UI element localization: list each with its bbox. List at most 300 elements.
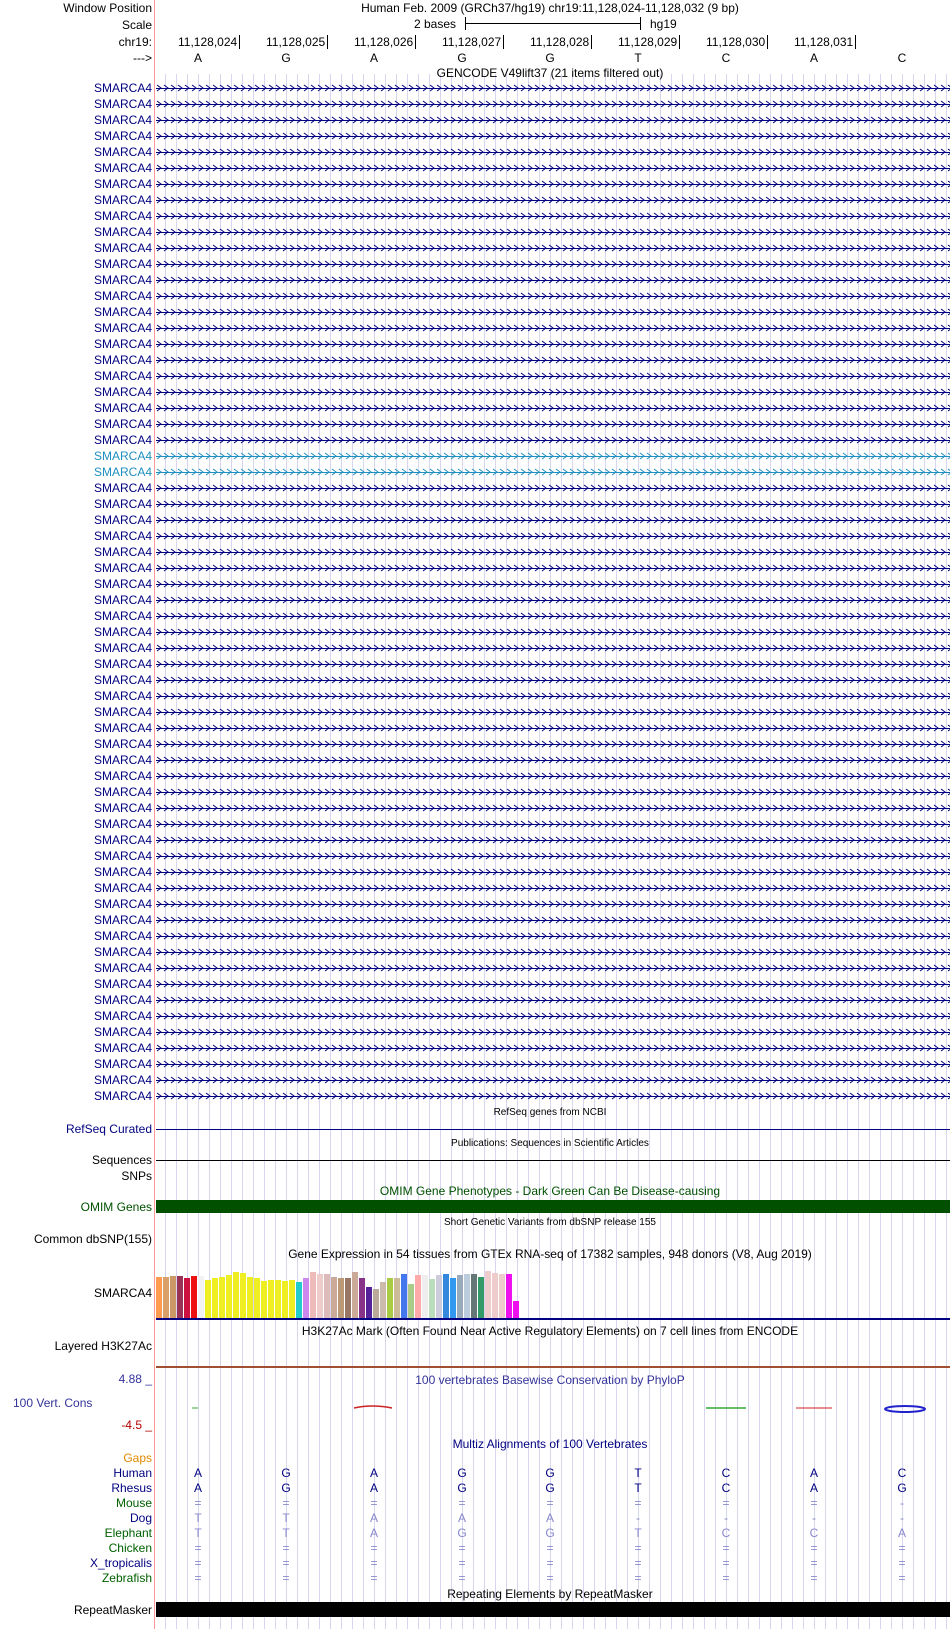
multiz-aligned-base: = xyxy=(634,1556,642,1570)
phylop-signal[interactable] xyxy=(156,1400,950,1420)
gencode-transcript[interactable] xyxy=(156,82,950,94)
gtex-tissue-bar[interactable] xyxy=(513,1301,519,1318)
gencode-transcript[interactable] xyxy=(156,994,950,1006)
gtex-tissue-bar[interactable] xyxy=(310,1272,316,1318)
gencode-gene-label[interactable]: SMARCA4 xyxy=(93,177,152,191)
multiz-aligned-base: = xyxy=(282,1496,290,1510)
gencode-transcript[interactable] xyxy=(156,370,950,382)
gencode-transcript[interactable] xyxy=(156,578,950,590)
gencode-transcript[interactable] xyxy=(156,882,950,894)
gencode-gene-label[interactable]: SMARCA4 xyxy=(93,273,152,287)
gencode-gene-label[interactable]: SMARCA4 xyxy=(93,225,152,239)
omim-track-label[interactable]: OMIM Genes xyxy=(80,1200,152,1214)
multiz-aligned-base: = xyxy=(810,1541,818,1555)
multiz-aligned-base: = xyxy=(194,1496,202,1510)
multiz-aligned-base: - xyxy=(636,1511,640,1525)
coordinate-tick-label: 11,128,025 xyxy=(266,35,328,49)
multiz-aligned-base: A xyxy=(369,1526,378,1540)
gencode-transcript[interactable] xyxy=(156,930,950,942)
gencode-gene-label[interactable]: SMARCA4 xyxy=(93,609,152,623)
gtex-tissue-bar[interactable] xyxy=(254,1278,260,1318)
gencode-gene-label[interactable]: SMARCA4 xyxy=(93,1025,152,1039)
gtex-tissue-bar[interactable] xyxy=(352,1272,358,1318)
gencode-transcript[interactable] xyxy=(156,386,950,398)
gtex-tissue-bar[interactable] xyxy=(289,1280,295,1318)
gencode-transcript[interactable] xyxy=(156,626,950,638)
gencode-transcript[interactable] xyxy=(156,1042,950,1054)
gencode-gene-label[interactable]: SMARCA4 xyxy=(93,673,152,687)
gencode-transcript[interactable] xyxy=(156,962,950,974)
phylop-max-label: 4.88 _ xyxy=(118,1372,152,1386)
multiz-aligned-base: = xyxy=(458,1571,466,1585)
multiz-aligned-base: C xyxy=(721,1526,731,1540)
gencode-gene-label[interactable]: SMARCA4 xyxy=(93,945,152,959)
gencode-transcript[interactable] xyxy=(156,258,950,270)
gtex-tissue-bar[interactable] xyxy=(226,1275,232,1318)
gtex-tissue-bar[interactable] xyxy=(163,1277,169,1318)
gencode-gene-label[interactable]: SMARCA4 xyxy=(93,161,152,175)
gencode-transcript[interactable] xyxy=(156,546,950,558)
gencode-gene-label[interactable]: SMARCA4 xyxy=(93,881,152,895)
gencode-gene-label[interactable]: SMARCA4 xyxy=(93,417,152,431)
gencode-transcript[interactable] xyxy=(156,834,950,846)
gencode-gene-label[interactable]: SMARCA4 xyxy=(93,545,152,559)
gencode-gene-label[interactable]: SMARCA4 xyxy=(93,481,152,495)
multiz-aligned-base: = xyxy=(282,1556,290,1570)
gencode-transcript[interactable] xyxy=(156,130,950,142)
gencode-gene-label[interactable]: SMARCA4 xyxy=(93,241,152,255)
gencode-track-title: GENCODE V49lift37 (21 items filtered out) xyxy=(436,66,664,80)
gencode-gene-label[interactable]: SMARCA4 xyxy=(93,993,152,1007)
gtex-tissue-bar[interactable] xyxy=(177,1276,183,1318)
gencode-transcript[interactable] xyxy=(156,194,950,206)
gtex-tissue-bar[interactable] xyxy=(359,1278,365,1318)
gtex-tissue-bar[interactable] xyxy=(506,1274,512,1318)
multiz-aligned-base: T xyxy=(634,1481,642,1495)
gtex-tissue-bar[interactable] xyxy=(422,1275,428,1318)
gencode-gene-label[interactable]: SMARCA4 xyxy=(93,465,152,479)
gtex-track-title: Gene Expression in 54 tissues from GTEx RNA-seq of 17382 samples, 948 donors (V8, Aug 2019) xyxy=(288,1247,812,1261)
gencode-transcript[interactable] xyxy=(156,946,950,958)
gencode-gene-label[interactable]: SMARCA4 xyxy=(93,625,152,639)
multiz-aligned-base: G xyxy=(545,1466,555,1480)
coordinate-tick-label: 11,128,030 xyxy=(706,35,768,49)
multiz-aligned-base: = xyxy=(898,1541,906,1555)
phylop-mark-5 xyxy=(885,1406,925,1412)
coordinate-tick-label: 11,128,027 xyxy=(442,35,504,49)
multiz-aligned-base: T xyxy=(194,1526,202,1540)
gencode-gene-label[interactable]: SMARCA4 xyxy=(93,289,152,303)
gencode-gene-label[interactable]: SMARCA4 xyxy=(93,721,152,735)
multiz-aligned-base: = xyxy=(810,1496,818,1510)
scale-label: Scale xyxy=(121,18,152,32)
gencode-transcript[interactable] xyxy=(156,466,950,478)
h3k27ac-track-title: H3K27Ac Mark (Often Found Near Active Regulatory Elements) on 7 cell lines from ENCODE xyxy=(301,1324,799,1338)
refseq-gene-line[interactable] xyxy=(156,1129,950,1130)
gencode-gene-label[interactable]: SMARCA4 xyxy=(93,641,152,655)
multiz-aligned-base: = xyxy=(458,1556,466,1570)
multiz-aligned-base: = xyxy=(634,1541,642,1555)
gtex-tissue-bar[interactable] xyxy=(443,1274,449,1318)
gencode-gene-label[interactable]: SMARCA4 xyxy=(93,785,152,799)
h3k27ac-signal-line xyxy=(156,1366,950,1368)
gtex-tissue-bar[interactable] xyxy=(450,1278,456,1318)
multiz-aligned-base: = xyxy=(194,1541,202,1555)
gencode-gene-label[interactable]: SMARCA4 xyxy=(93,897,152,911)
multiz-aligned-base: = xyxy=(634,1571,642,1585)
multiz-gaps-label[interactable]: Gaps xyxy=(123,1451,152,1465)
gtex-tissue-bar[interactable] xyxy=(324,1274,330,1318)
gencode-gene-label[interactable]: SMARCA4 xyxy=(93,961,152,975)
gencode-transcript[interactable] xyxy=(156,610,950,622)
multiz-aligned-base: = xyxy=(370,1556,378,1570)
gencode-gene-label[interactable]: SMARCA4 xyxy=(93,97,152,111)
phylop-track-title: 100 vertebrates Basewise Conservation by PhyloP xyxy=(415,1373,685,1387)
gencode-gene-label[interactable]: SMARCA4 xyxy=(93,1089,152,1103)
phylop-min-label: -4.5 _ xyxy=(121,1418,152,1432)
gencode-gene-label[interactable]: SMARCA4 xyxy=(93,1009,152,1023)
gtex-tissue-bar[interactable] xyxy=(212,1278,218,1318)
gencode-transcript[interactable] xyxy=(156,898,950,910)
gtex-tissue-bar[interactable] xyxy=(191,1276,197,1318)
gencode-transcript[interactable] xyxy=(156,162,950,174)
gencode-transcript[interactable] xyxy=(156,98,950,110)
phylop-track-label[interactable]: 100 Vert. Cons xyxy=(13,1396,93,1410)
base-letter: G xyxy=(545,51,555,65)
gencode-transcript[interactable] xyxy=(156,178,950,190)
repeatmasker-bar[interactable] xyxy=(156,1602,950,1617)
dbsnp-track-label[interactable]: Common dbSNP(155) xyxy=(33,1232,152,1246)
gencode-transcript[interactable] xyxy=(156,978,950,990)
gtex-tissue-bar[interactable] xyxy=(492,1273,498,1318)
gencode-gene-label[interactable]: SMARCA4 xyxy=(93,449,152,463)
multiz-species-label[interactable]: Elephant xyxy=(104,1526,152,1540)
gencode-transcript[interactable] xyxy=(156,562,950,574)
gencode-transcript[interactable] xyxy=(156,754,950,766)
multiz-aligned-base: = xyxy=(370,1541,378,1555)
multiz-species-label[interactable]: Mouse xyxy=(115,1496,152,1510)
multiz-aligned-base: G xyxy=(545,1481,555,1495)
gencode-gene-label[interactable]: SMARCA4 xyxy=(93,913,152,927)
gencode-transcript[interactable] xyxy=(156,818,950,830)
gencode-gene-label[interactable]: SMARCA4 xyxy=(93,1041,152,1055)
gencode-gene-label[interactable]: SMARCA4 xyxy=(93,369,152,383)
multiz-aligned-base: = xyxy=(194,1556,202,1570)
gtex-tissue-bar[interactable] xyxy=(394,1278,400,1318)
gencode-transcript[interactable] xyxy=(156,1010,950,1022)
gtex-tissue-bar[interactable] xyxy=(205,1280,211,1318)
gencode-transcript[interactable] xyxy=(156,642,950,654)
gencode-gene-label[interactable]: SMARCA4 xyxy=(93,81,152,95)
gencode-transcript[interactable] xyxy=(156,738,950,750)
gencode-transcript[interactable] xyxy=(156,674,950,686)
gencode-transcript[interactable] xyxy=(156,114,950,126)
multiz-aligned-base: C xyxy=(721,1466,731,1480)
multiz-aligned-base: T xyxy=(194,1511,202,1525)
multiz-species-label[interactable]: Dog xyxy=(129,1511,152,1525)
gencode-gene-label[interactable]: SMARCA4 xyxy=(93,1057,152,1071)
gtex-tissue-bar[interactable] xyxy=(275,1280,281,1318)
gencode-transcript[interactable] xyxy=(156,850,950,862)
gtex-tissue-bar[interactable] xyxy=(261,1281,267,1318)
gtex-tissue-bar[interactable] xyxy=(436,1275,442,1318)
multiz-aligned-base: = xyxy=(458,1541,466,1555)
gencode-gene-label[interactable]: SMARCA4 xyxy=(93,801,152,815)
multiz-aligned-base: = xyxy=(282,1571,290,1585)
coordinate-tick-label: 11,128,028 xyxy=(530,35,592,49)
gencode-transcript[interactable] xyxy=(156,354,950,366)
gtex-tissue-bar[interactable] xyxy=(156,1277,162,1318)
multiz-aligned-base: C xyxy=(721,1481,731,1495)
gencode-transcript[interactable] xyxy=(156,594,950,606)
multiz-aligned-base: = xyxy=(546,1571,554,1585)
gtex-tissue-bar[interactable] xyxy=(240,1273,246,1318)
gencode-gene-label[interactable]: SMARCA4 xyxy=(93,865,152,879)
gencode-gene-label[interactable]: SMARCA4 xyxy=(93,385,152,399)
gencode-transcript[interactable] xyxy=(156,306,950,318)
gencode-transcript[interactable] xyxy=(156,1090,950,1102)
gtex-tissue-bar[interactable] xyxy=(373,1289,379,1318)
gtex-tissue-bar[interactable] xyxy=(401,1274,407,1318)
gencode-transcript[interactable] xyxy=(156,450,950,462)
base-letter: C xyxy=(897,51,907,65)
gencode-transcript[interactable] xyxy=(156,482,950,494)
phylop-mark-2 xyxy=(354,1406,392,1408)
dbsnp-track-title: Short Genetic Variants from dbSNP release 155 xyxy=(444,1217,656,1228)
gencode-gene-label[interactable]: SMARCA4 xyxy=(93,577,152,591)
gencode-transcript[interactable] xyxy=(156,498,950,510)
multiz-aligned-base: G xyxy=(457,1481,467,1495)
multiz-aligned-base: = xyxy=(546,1556,554,1570)
gtex-tissue-bar[interactable] xyxy=(471,1274,477,1318)
gtex-tissue-bar[interactable] xyxy=(366,1287,372,1318)
gtex-tissue-bar[interactable] xyxy=(296,1282,302,1318)
gencode-gene-label[interactable]: SMARCA4 xyxy=(93,817,152,831)
repeatmasker-track-title: Repeating Elements by RepeatMasker xyxy=(447,1587,653,1601)
scale-bar-left-tick xyxy=(465,17,466,30)
gencode-gene-label[interactable]: SMARCA4 xyxy=(93,401,152,415)
gencode-transcript[interactable] xyxy=(156,226,950,238)
gtex-tissue-bar[interactable] xyxy=(338,1278,344,1318)
multiz-species-label[interactable]: X_tropicalis xyxy=(89,1556,152,1570)
gencode-transcript[interactable] xyxy=(156,1074,950,1086)
gtex-tissue-bar[interactable] xyxy=(345,1278,351,1318)
refseq-track-label[interactable]: RefSeq Curated xyxy=(65,1122,152,1136)
multiz-aligned-base: = xyxy=(194,1571,202,1585)
multiz-aligned-base: A xyxy=(193,1481,202,1495)
gencode-transcript[interactable] xyxy=(156,722,950,734)
multiz-aligned-base: T xyxy=(634,1466,642,1480)
multiz-aligned-base: G xyxy=(281,1466,291,1480)
gencode-gene-label[interactable]: SMARCA4 xyxy=(93,849,152,863)
gencode-transcript[interactable] xyxy=(156,290,950,302)
strand-label: ---> xyxy=(133,51,152,65)
gencode-transcript[interactable] xyxy=(156,1058,950,1070)
multiz-aligned-base: A xyxy=(545,1511,554,1525)
multiz-species-label[interactable]: Rhesus xyxy=(111,1481,152,1495)
gtex-tissue-bar[interactable] xyxy=(387,1278,393,1318)
gencode-gene-label[interactable]: SMARCA4 xyxy=(93,113,152,127)
gencode-transcript[interactable] xyxy=(156,418,950,430)
gtex-expression-chart[interactable] xyxy=(156,1262,950,1318)
gtex-tissue-bar[interactable] xyxy=(184,1278,190,1318)
gencode-gene-label[interactable]: SMARCA4 xyxy=(93,689,152,703)
publications-sequence-line[interactable] xyxy=(156,1160,950,1161)
gencode-gene-label[interactable]: SMARCA4 xyxy=(93,657,152,671)
gencode-gene-label[interactable]: SMARCA4 xyxy=(93,305,152,319)
multiz-aligned-base: = xyxy=(722,1541,730,1555)
gtex-tissue-bar[interactable] xyxy=(198,1276,204,1318)
gencode-gene-label[interactable]: SMARCA4 xyxy=(93,561,152,575)
multiz-aligned-base: A xyxy=(897,1526,906,1540)
multiz-aligned-base: C xyxy=(897,1466,907,1480)
gtex-tissue-bar[interactable] xyxy=(317,1274,323,1318)
multiz-aligned-base: A xyxy=(457,1511,466,1525)
gencode-gene-label[interactable]: SMARCA4 xyxy=(93,737,152,751)
gencode-gene-label[interactable]: SMARCA4 xyxy=(93,433,152,447)
gencode-gene-label[interactable]: SMARCA4 xyxy=(93,321,152,335)
gtex-tissue-bar[interactable] xyxy=(331,1277,337,1318)
multiz-aligned-base: = xyxy=(898,1556,906,1570)
multiz-aligned-base: C xyxy=(809,1526,819,1540)
multiz-aligned-base: = xyxy=(282,1541,290,1555)
gencode-transcript[interactable] xyxy=(156,402,950,414)
multiz-species-label[interactable]: Chicken xyxy=(108,1541,152,1555)
scale-text: 2 bases xyxy=(414,17,457,31)
multiz-species-label[interactable]: Zebrafish xyxy=(101,1571,152,1585)
multiz-aligned-base: T xyxy=(634,1526,642,1540)
gencode-gene-label[interactable]: SMARCA4 xyxy=(93,929,152,943)
multiz-aligned-base: A xyxy=(369,1511,378,1525)
omim-gene-bar[interactable] xyxy=(156,1200,950,1213)
multiz-aligned-base: = xyxy=(634,1496,642,1510)
multiz-aligned-base: = xyxy=(458,1496,466,1510)
publications-track-title: Publications: Sequences in Scientific Articles xyxy=(451,1138,649,1149)
gencode-gene-label[interactable]: SMARCA4 xyxy=(93,257,152,271)
gencode-transcript[interactable] xyxy=(156,322,950,334)
gtex-tissue-bar[interactable] xyxy=(247,1277,253,1318)
gtex-track-label[interactable]: SMARCA4 xyxy=(93,1286,152,1300)
gencode-transcript[interactable] xyxy=(156,274,950,286)
gencode-transcript[interactable] xyxy=(156,242,950,254)
track-label-divider xyxy=(154,0,155,1629)
gencode-gene-label[interactable]: SMARCA4 xyxy=(93,1073,152,1087)
multiz-aligned-base: = xyxy=(546,1496,554,1510)
gencode-gene-label[interactable]: SMARCA4 xyxy=(93,193,152,207)
multiz-aligned-base: G xyxy=(457,1526,467,1540)
gencode-transcript[interactable] xyxy=(156,914,950,926)
publications-track-label[interactable]: Sequences xyxy=(91,1153,152,1167)
gencode-transcript[interactable] xyxy=(156,866,950,878)
multiz-track-title: Multiz Alignments of 100 Vertebrates xyxy=(452,1437,648,1451)
multiz-aligned-base: - xyxy=(812,1511,816,1525)
multiz-aligned-base: G xyxy=(457,1466,467,1480)
multiz-aligned-base: = xyxy=(810,1571,818,1585)
multiz-aligned-base: = xyxy=(722,1496,730,1510)
repeatmasker-track-label[interactable]: RepeatMasker xyxy=(73,1603,152,1617)
gencode-transcript[interactable] xyxy=(156,530,950,542)
gtex-tissue-bar[interactable] xyxy=(464,1274,470,1318)
gtex-tissue-bar[interactable] xyxy=(408,1284,414,1318)
gencode-transcript[interactable] xyxy=(156,786,950,798)
gencode-gene-label[interactable]: SMARCA4 xyxy=(93,353,152,367)
base-letter: A xyxy=(809,51,818,65)
gtex-tissue-bar[interactable] xyxy=(380,1282,386,1318)
gencode-gene-label[interactable]: SMARCA4 xyxy=(93,129,152,143)
gencode-gene-label[interactable]: SMARCA4 xyxy=(93,833,152,847)
multiz-aligned-base: T xyxy=(282,1511,290,1525)
gtex-tissue-bar[interactable] xyxy=(268,1280,274,1318)
multiz-aligned-base: = xyxy=(810,1556,818,1570)
gtex-tissue-bar[interactable] xyxy=(429,1279,435,1318)
multiz-species-label[interactable]: Human xyxy=(113,1466,152,1480)
coordinate-tick-label: 11,128,029 xyxy=(618,35,680,49)
gencode-gene-label[interactable]: SMARCA4 xyxy=(93,209,152,223)
gencode-transcript[interactable] xyxy=(156,706,950,718)
multiz-aligned-base: G xyxy=(897,1481,907,1495)
multiz-aligned-base: = xyxy=(898,1571,906,1585)
gencode-gene-label[interactable]: SMARCA4 xyxy=(93,753,152,767)
multiz-aligned-base: = xyxy=(370,1496,378,1510)
window-position-label: Window Position xyxy=(63,1,152,15)
gtex-tissue-bar[interactable] xyxy=(478,1277,484,1318)
gencode-transcript[interactable] xyxy=(156,514,950,526)
multiz-aligned-base: A xyxy=(369,1466,378,1480)
gtex-tissue-bar[interactable] xyxy=(219,1277,225,1318)
gencode-gene-label[interactable]: SMARCA4 xyxy=(93,705,152,719)
snps-track-label[interactable]: SNPs xyxy=(121,1169,152,1183)
base-letter: G xyxy=(281,51,291,65)
gencode-gene-label[interactable]: SMARCA4 xyxy=(93,529,152,543)
refseq-track-title: RefSeq genes from NCBI xyxy=(493,1107,607,1118)
gtex-tissue-bar[interactable] xyxy=(303,1278,309,1318)
gencode-transcript[interactable] xyxy=(156,338,950,350)
gtex-tissue-bar[interactable] xyxy=(457,1275,463,1318)
gtex-tissue-bar[interactable] xyxy=(499,1274,505,1318)
coordinate-tick-label: 11,128,026 xyxy=(354,35,416,49)
multiz-aligned-base: T xyxy=(282,1526,290,1540)
gencode-gene-label[interactable]: SMARCA4 xyxy=(93,145,152,159)
gencode-transcript[interactable] xyxy=(156,434,950,446)
multiz-aligned-base: = xyxy=(546,1541,554,1555)
gencode-gene-label[interactable]: SMARCA4 xyxy=(93,769,152,783)
gencode-gene-label[interactable]: SMARCA4 xyxy=(93,337,152,351)
gencode-gene-label[interactable]: SMARCA4 xyxy=(93,593,152,607)
base-letter: A xyxy=(193,51,202,65)
gencode-transcript[interactable] xyxy=(156,802,950,814)
gtex-baseline xyxy=(156,1318,950,1320)
gencode-transcript[interactable] xyxy=(156,210,950,222)
multiz-aligned-base: - xyxy=(900,1511,904,1525)
gencode-transcript[interactable] xyxy=(156,770,950,782)
gtex-tissue-bar[interactable] xyxy=(233,1272,239,1318)
multiz-aligned-base: A xyxy=(809,1466,818,1480)
gtex-tissue-bar[interactable] xyxy=(485,1271,491,1318)
gencode-transcript[interactable] xyxy=(156,1026,950,1038)
gencode-gene-label[interactable]: SMARCA4 xyxy=(93,513,152,527)
coordinate-tick-label: 11,128,031 xyxy=(794,35,856,49)
gencode-transcript[interactable] xyxy=(156,658,950,670)
gencode-transcript[interactable] xyxy=(156,146,950,158)
h3k27ac-track-label[interactable]: Layered H3K27Ac xyxy=(54,1339,152,1353)
gencode-gene-label[interactable]: SMARCA4 xyxy=(93,977,152,991)
scale-db: hg19 xyxy=(650,17,677,31)
gencode-gene-label[interactable]: SMARCA4 xyxy=(93,497,152,511)
gencode-transcript[interactable] xyxy=(156,690,950,702)
gtex-tissue-bar[interactable] xyxy=(282,1281,288,1318)
gtex-tissue-bar[interactable] xyxy=(415,1275,421,1318)
gtex-tissue-bar[interactable] xyxy=(170,1276,176,1318)
